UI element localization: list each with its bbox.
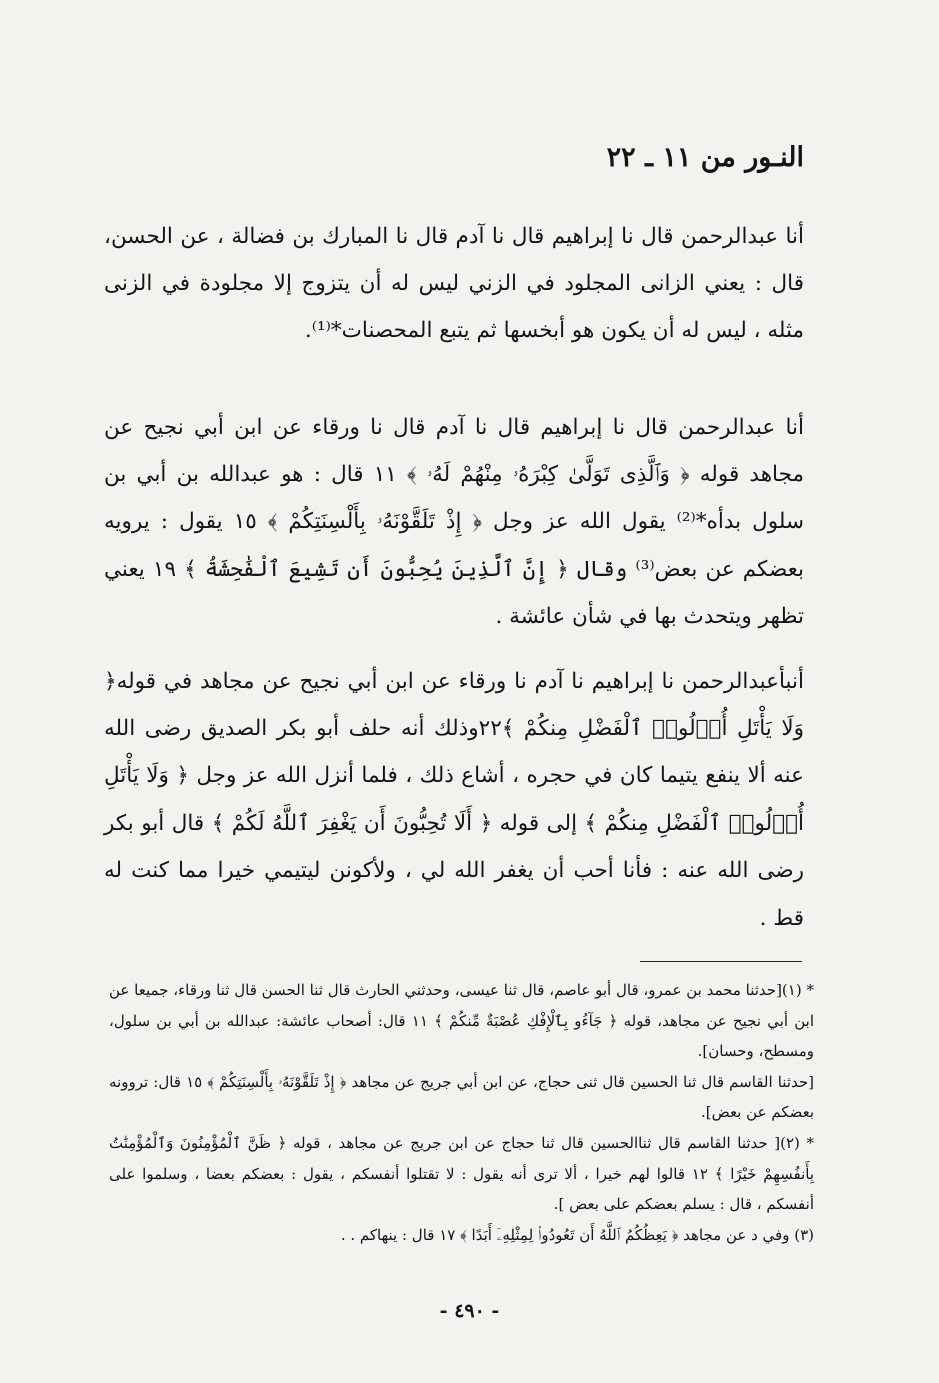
footnote-divider — [640, 961, 802, 962]
footnote-1-continued: [حدثنا القاسم قال ثنا الحسين قال ثنى حجاج، عن ابن أبي جريج عن مجاهد ﴿ إِذْ تَلَقَّوْنَهُۥ بِأَلْسِنَتِكُمْ ﴾ ١٥ قال: تروونه بعضكم عن بعض]. — [109, 1072, 814, 1122]
footnote-3: (٣) وفي د عن مجاهد ﴿ يَعِظُكُمُ ٱللَّهُ أَن تَعُودُوا۟ لِمِثْلِهِۦٓ أَبَدًا ﴾ ١٧ قال : ينهاكم . . — [340, 1225, 814, 1244]
paragraph-3: أنبأعبدالرحمن نا إبراهيم نا آدم نا ورقاء عن ابن أبي نجيح عن مجاهد في قوله﴿ وَلَا يَأْتَلِ أُو۟لُوا۟ ٱلْفَضْلِ مِنكُمْ ﴾٢٢وذلك أنه حلف أبو بكر الصديق رضى الله عنه ألا ينفع يتيما كان في حجره ، أشاع ذلك ، فلما أنزل الله عز وجل ﴿ وَلَا يَأْتَلِ أُو۟لُوا۟ ٱلْفَضْلِ مِنكُمْ ﴾ إلى قوله ﴿ أَلَا تُحِبُّونَ أَن يَغْفِرَ ٱللَّهُ لَكُمْ ﴾ قال أبو بكر رضى الله عنه : فأنا أحب أن يغفر الله لي ، ولأكونن ليتيمي خيرا مما كنت له قط . — [104, 668, 805, 931]
footnote-2: * (٢)[ حدثنا القاسم قال ثناالحسين قال ثنا حجاج عن ابن جريج عن مجاهد ، قوله ﴿ ظَنَّ ٱلْمُؤْمِنُونَ وَٱلْمُؤْمِنَٰتُ بِأَنفُسِهِمْ خَيْرًا ﴾ ١٢ قالوا لهم خيرا ، ألا ترى أنه يقول : لا تقتلوا أنفسكم ، يقول : بعضكم بعضا ، وسلموا على أنفسكم ، قال : يسلم بعضكم على بعض ]. — [109, 1133, 815, 1214]
paragraph-1: أنا عبدالرحمن قال نا إبراهيم قال نا آدم قال نا المبارك بن فضالة ، عن الحسن، قال : يعني الزانى المجلود في الزني ليس له أن يتزوج إلا مجلودة في الزنى مثله ، ليس له أن يكون هو أبخسها ثم يتبع المحصنات*⁽¹⁾. — [104, 223, 804, 344]
footnote-1: * (١)[حدثنا محمد بن عمرو، قال أبو عاصم، قال ثنا عيسى، وحدثني الحارث قال ثنا الحسن قال ثنا ورقاء، جميعا عن ابن أبي نجيح عن مجاهد، قوله ﴿ جَآءُو بِٱلْإِفْكِ عُصْبَةٌ مِّنكُمْ ﴾ ١١ قال: أصحاب عائشة: عبدالله بن أبي بن سلول، ومسطح، وحسان]. — [109, 981, 814, 1061]
paragraph-2: أنا عبدالرحمن قال نا إبراهيم قال نا آدم قال نا ورقاء عن ابن أبي نجيح عن مجاهد قوله ﴿ وَٱلَّذِى تَوَلَّىٰ كِبْرَهُۥ مِنْهُمْ لَهُۥ ﴾ ١١ قال : هو عبدالله بن أبي بن سلول بدأه*⁽²⁾ يقول الله عز وجل ﴿ إِذْ تَلَقَّوْنَهُۥ بِأَلْسِنَتِكُمْ ﴾ ١٥ يقول : يرويه بعضكم عن بعض⁽³⁾ وقال ﴿ إِنَّ ٱلَّذِينَ يُحِبُّونَ أَن تَشِيعَ ٱلْفَٰحِشَةُ ﴾ ١٩ يعني تظهر ويتحدث بها في شأن عائشة . — [104, 414, 804, 630]
footnotes — [109, 975, 814, 1250]
page-number: - ٤٩٠ - — [439, 1300, 500, 1322]
page-heading: النـور من ١١ ـ ٢٢ — [606, 142, 804, 173]
